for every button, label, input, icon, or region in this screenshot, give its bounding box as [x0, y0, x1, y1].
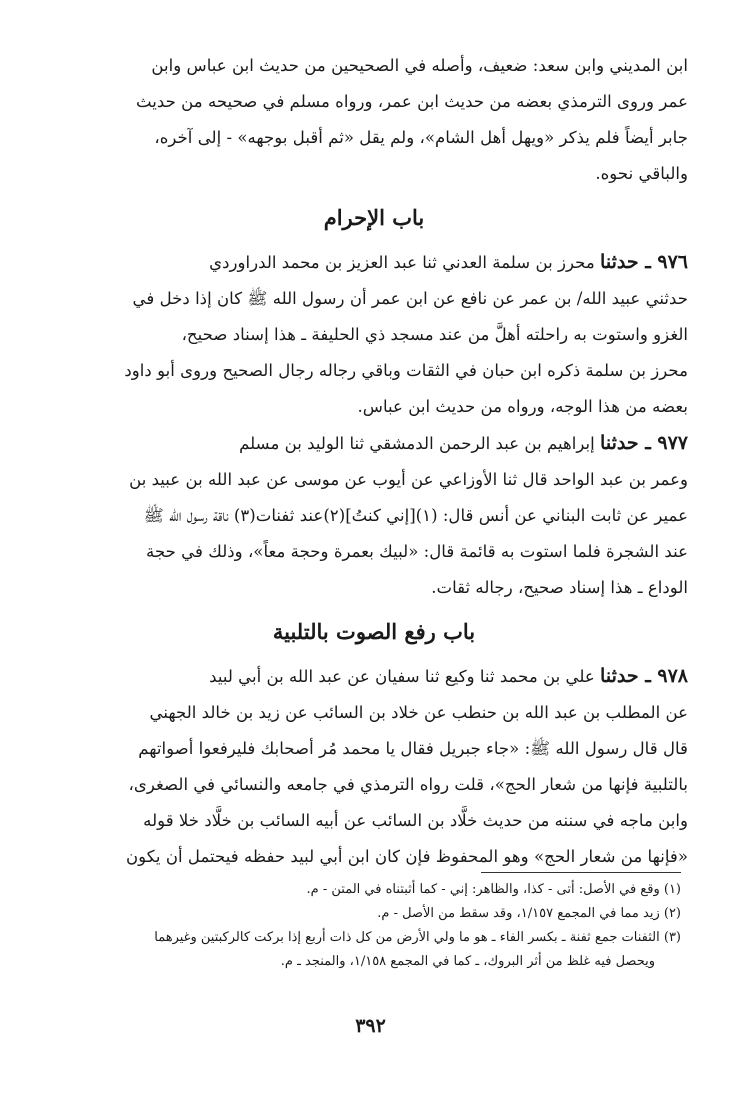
section-heading: باب رفع الصوت بالتلبية [272, 619, 476, 644]
text-line [60, 425, 688, 462]
page-number: ٣٩٢ [355, 1015, 386, 1037]
text-line [60, 244, 688, 281]
hadith-977 [60, 425, 688, 606]
text-line: وابن ماجه في سننه من حديث خلَّاد بن السائب عن أبيه السائب بن خلَّاد خلا قوله [143, 811, 688, 830]
page-body [60, 48, 688, 875]
footnote-3: (٣) الثفنات جمع ثفنة ـ بكسر الفاء ـ هو ما ولي الأرض من كل ذات أربع إذا بركت كالركبتين وغيرهما [154, 930, 681, 945]
text-line: الغزو واستوت به راحلته أهلَّ من عند مسجد ذي الحليفة ـ هذا إسناد صحيح، [181, 325, 688, 344]
footnote-3-continuation: ويحصل فيه غلظ من أثر البروك، ـ كما في المجمع ١/١٥٨، والمنجد ـ م. [280, 954, 655, 969]
text-line: ابن المديني وابن سعد: ضعيف، وأصله في الصحيحين من حديث ابن عباس وابن [151, 56, 688, 75]
text-line: وعمر بن عبد الواحد قال ثنا الأوزاعي عن أيوب عن موسى عن عبد الله بن عبيد بن [129, 470, 688, 489]
footnote-1: (١) وقع في الأصل: أتى - كذا، والظاهر: إني - كما أثبتناه في المتن - م. [306, 882, 681, 897]
text-line: عن المطلب بن عبد الله بن حنطب عن خلاد بن السائب عن زيد بن خالد الجهني [149, 703, 688, 722]
text-line: الوداع ـ هذا إسناد صحيح، رجاله ثقات. [431, 578, 688, 597]
text-line: عمير عن ثابت البناني عن أنس قال: (١)[إني كنتُ](٢)عند ثفنات(٣) ناقة رسول الله ﷺ [143, 506, 688, 525]
text-segment: محرز بن سلمة العدني ثنا عبد العزيز بن محمد الدراوردي [209, 253, 595, 272]
intro-paragraph [60, 48, 688, 192]
text-line: عند الشجرة فلما استوت به قائمة قال: «لبيك بعمرة وحجة معاً»، وذلك في حجة [146, 542, 688, 561]
text-segment: إبراهيم بن عبد الرحمن الدمشقي ثنا الوليد بن مسلم [239, 434, 595, 453]
hadith-number: ٩٧٨ ـ حدثنا [600, 665, 688, 687]
text-line: بالتلبية فإنها من شعار الحج»، قلت رواه الترمذي في جامعه والنسائي في الصغرى، [128, 775, 688, 794]
text-line: جابر أيضاً فلم يذكر «ويهل أهل الشام»، ولم يقل «ثم أقبل بوجهه» - إلى آخره، [154, 128, 688, 147]
hadith-number: ٩٧٦ ـ حدثنا [600, 251, 688, 273]
footnote-divider [481, 872, 681, 873]
hadith-976 [60, 244, 688, 425]
footnotes [53, 878, 681, 974]
text-line: حدثني عبيد الله/ بن عمر عن نافع عن ابن عمر أن رسول الله ﷺ كان إذا دخل في [132, 289, 688, 308]
text-line: والباقي نحوه. [595, 164, 688, 183]
text-line [60, 658, 688, 695]
hadith-978 [60, 658, 688, 875]
text-line: قال قال رسول الله ﷺ: «جاء جبريل فقال يا محمد مُر أصحابك فليرفعوا أصواتهم [138, 739, 688, 758]
text-segment: علي بن محمد ثنا وكيع ثنا سفيان عن عبد الله بن أبي لبيد [209, 667, 595, 686]
hadith-number: ٩٧٧ ـ حدثنا [600, 432, 688, 454]
footnote-2: (٢) زيد مما في المجمع ١/١٥٧، وقد سقط من الأصل - م. [377, 906, 681, 921]
text-line: محرز بن سلمة ذكره ابن حبان في الثقات وباقي رجاله رجال الصحيح وروى أبو داود [124, 361, 688, 380]
text-line: «فإنها من شعار الحج» وهو المحفوظ فإن كان ابن أبي لبيد حفظه فيحتمل أن يكون [126, 847, 688, 866]
section-heading: باب الإحرام [323, 205, 425, 230]
text-line: عمر وروى الترمذي بعضه من حديث ابن عمر، ورواه مسلم في صحيحه من حديث [136, 92, 688, 111]
text-line: بعضه من هذا الوجه، ورواه من حديث ابن عباس. [357, 397, 688, 416]
